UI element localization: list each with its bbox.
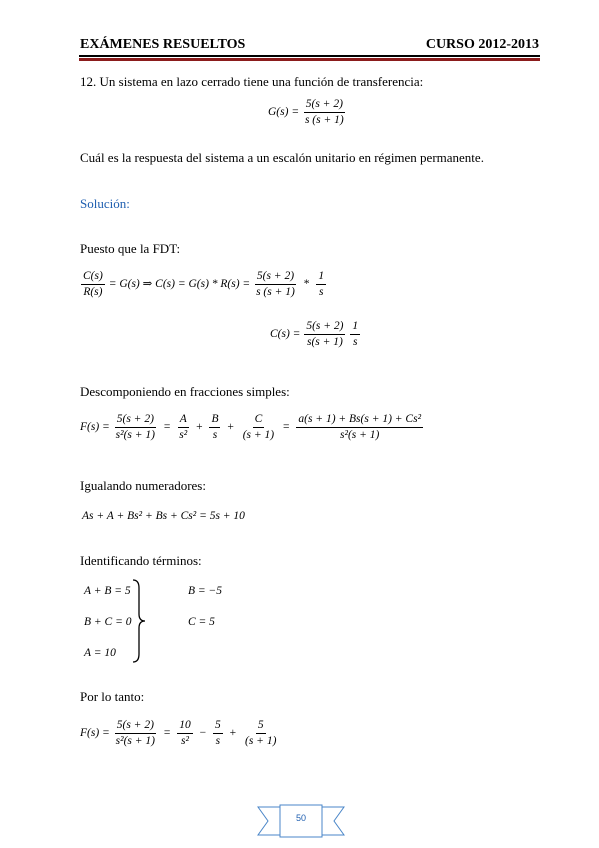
header-rule-accent: [79, 58, 540, 61]
section-decomp: Descomponiendo en fracciones simples:: [80, 384, 290, 399]
brace-icon: [131, 578, 147, 664]
system-eq-2: B + C = 0: [84, 616, 132, 628]
section-ident: Identificando términos:: [80, 553, 202, 568]
result-c: C = 5: [188, 616, 215, 628]
equation-numerators: As + A + Bs² + Bs + Cs² = 5s + 10: [82, 510, 245, 522]
section-equal: Igualando numeradores:: [80, 478, 206, 493]
result-b: B = −5: [188, 585, 223, 597]
problem-statement: 12. Un sistema en lazo cerrado tiene una función de transferencia:: [80, 74, 424, 89]
page-number: 50: [295, 813, 306, 823]
header-rule: [79, 55, 540, 57]
section-fdt: Puesto que la FDT:: [80, 241, 181, 256]
solution-label: Solución:: [80, 196, 130, 211]
equation-output: $\frac{C(s)}{R(s)}$ = G(s) ⇒ C(s) = G(s) * R(s) = $\frac{5(s + 2)}{s (s + 1)}$ * $\frac{1}{s}$: [83, 270, 325, 298]
system-eq-3: A = 10: [84, 647, 116, 659]
equation-c: C(s) = $\frac{5(s + 2)}{s(s + 1)}$ $\frac{1}{s}$: [270, 320, 359, 348]
system-eq-1: A + B = 5: [84, 585, 131, 597]
transfer-function: G(s) = $\frac{5(s + 2)}{s (s + 1)}$: [268, 98, 344, 126]
problem-question: Cuál es la respuesta del sistema a un escalón unitario en régimen permanente.: [80, 150, 484, 165]
equation-partial-fractions: F(s) = $\frac{5(s + 2)}{\text{s²(s + 1)}}$ = $\frac{A}{\text{s²}}$ + $\frac{B}{s}$ + $\frac{C}{(s + 1)}$ = $\frac{\text{a(s + 1) + Bs(s + 1) + Cs²}}{\text{s²(s + 1)}}$: [80, 413, 422, 441]
equation-final: F(s) = $\frac{5(s + 2)}{\text{s²(s + 1)}}$ = $\frac{10}{\text{s²}}$ − $\frac{5}{s}$ + $\frac{5}{(s + 1)}$: [80, 719, 277, 747]
header-course: CURSO 2012-2013: [425, 37, 539, 52]
section-therefore: Por lo tanto:: [80, 689, 145, 704]
header-title: EXÁMENES RESUELTOS: [80, 37, 246, 52]
